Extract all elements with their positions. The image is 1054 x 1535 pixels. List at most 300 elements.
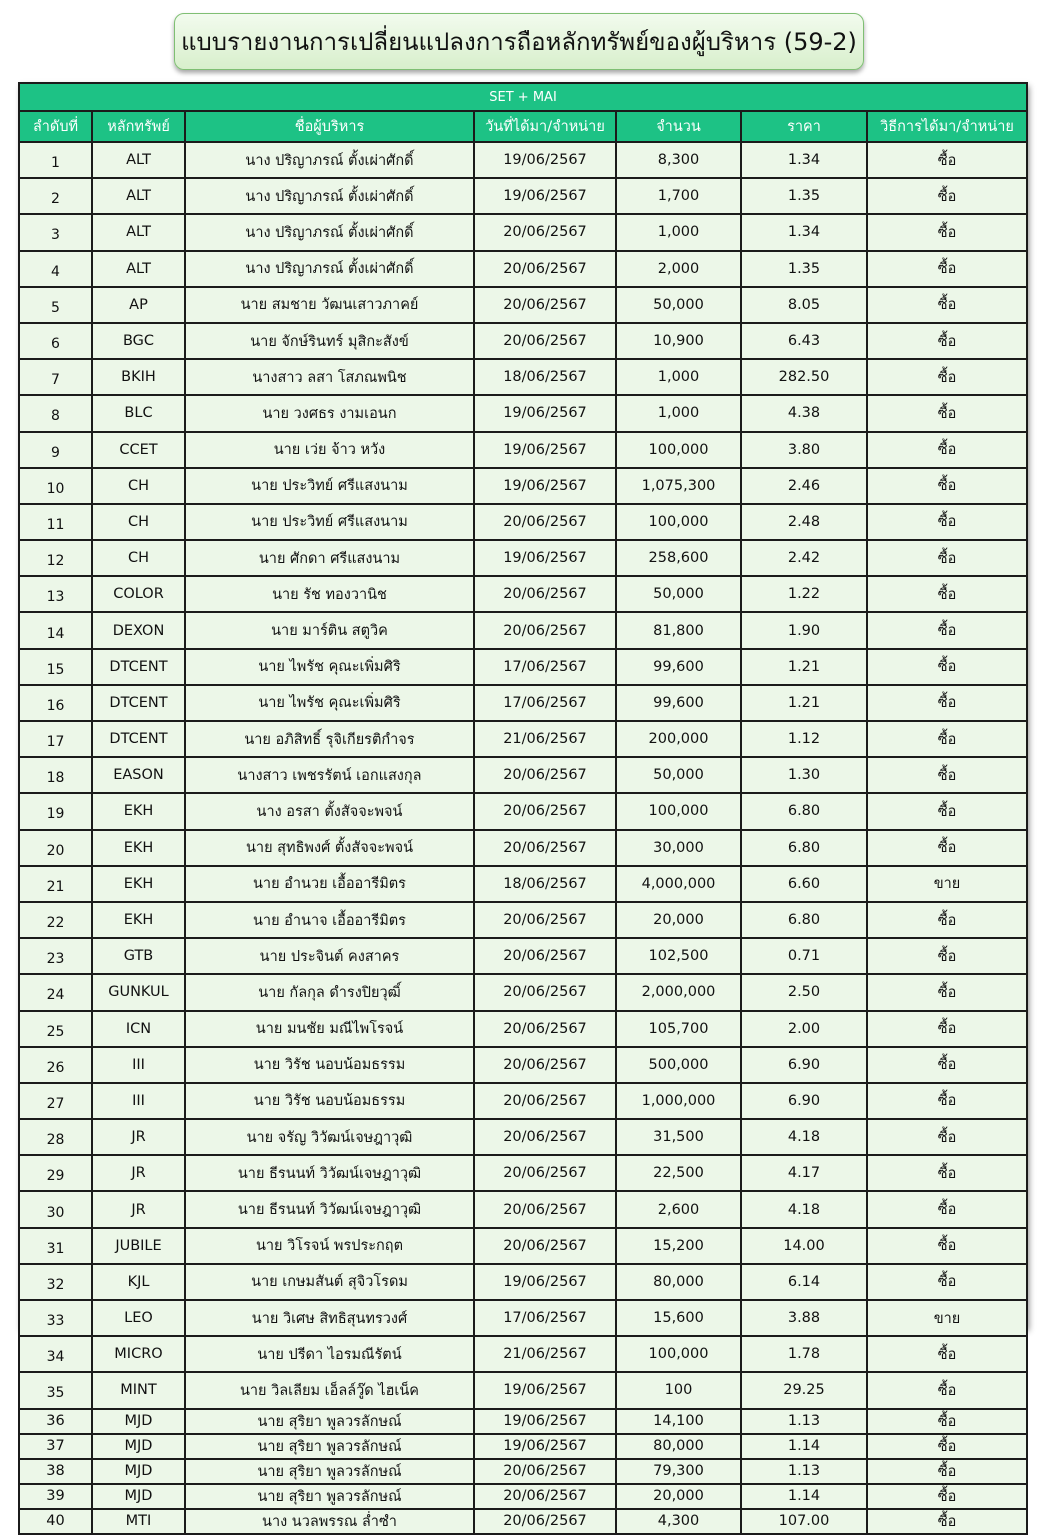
- row-sequence-cell: 31: [19, 1228, 92, 1264]
- row-sequence-cell: 12: [19, 540, 92, 576]
- row-security-cell: DEXON: [92, 612, 185, 648]
- row-volume-cell: 258,600: [616, 540, 741, 576]
- table-row: [19, 1372, 1027, 1408]
- row-security-cell: EKH: [92, 830, 185, 866]
- row-sequence-cell: 33: [19, 1300, 92, 1336]
- row-date-cell: 21/06/2567: [474, 1336, 616, 1372]
- row-executive-cell: นาย ศักดา ศรีแสงนาม: [185, 540, 474, 576]
- row-security-cell: GUNKUL: [92, 974, 185, 1010]
- row-volume-cell: 4,300: [616, 1509, 741, 1534]
- table-body: [19, 142, 1027, 1534]
- row-date-cell: 20/06/2567: [474, 1047, 616, 1083]
- table-row: [19, 1434, 1027, 1459]
- insider-trading-table: [18, 82, 1028, 1535]
- row-price-cell: 1.34: [741, 142, 867, 178]
- row-method-cell: ซื้อ: [867, 287, 1027, 323]
- row-method-cell: ซื้อ: [867, 1264, 1027, 1300]
- row-method-cell: ซื้อ: [867, 323, 1027, 359]
- row-price-cell: 6.14: [741, 1264, 867, 1300]
- row-security-cell: BLC: [92, 395, 185, 431]
- row-method-cell: ซื้อ: [867, 830, 1027, 866]
- row-security-cell: ALT: [92, 214, 185, 250]
- row-sequence-cell: 9: [19, 432, 92, 468]
- row-price-cell: 2.46: [741, 468, 867, 504]
- table-row: [19, 214, 1027, 250]
- table-row: [19, 1047, 1027, 1083]
- row-volume-cell: 2,000: [616, 251, 741, 287]
- row-price-cell: 2.42: [741, 540, 867, 576]
- row-executive-cell: นาย วิลเลียม เอ็ลล์วู๊ด ไฮเน็ค: [185, 1372, 474, 1408]
- row-price-cell: 6.90: [741, 1047, 867, 1083]
- row-date-cell: 17/06/2567: [474, 649, 616, 685]
- row-date-cell: 20/06/2567: [474, 1228, 616, 1264]
- row-price-cell: 1.21: [741, 685, 867, 721]
- row-method-cell: ซื้อ: [867, 540, 1027, 576]
- row-security-cell: GTB: [92, 938, 185, 974]
- header-transaction-date: วันที่ได้มา/จำหน่าย: [474, 111, 616, 142]
- row-volume-cell: 80,000: [616, 1434, 741, 1459]
- row-sequence-cell: 8: [19, 395, 92, 431]
- row-volume-cell: 1,700: [616, 178, 741, 214]
- row-sequence-cell: 29: [19, 1155, 92, 1191]
- row-volume-cell: 1,075,300: [616, 468, 741, 504]
- table-row: [19, 685, 1027, 721]
- table-row: [19, 359, 1027, 395]
- table-row: [19, 1191, 1027, 1227]
- row-price-cell: 6.90: [741, 1083, 867, 1119]
- row-method-cell: ซื้อ: [867, 1011, 1027, 1047]
- row-security-cell: MJD: [92, 1409, 185, 1434]
- row-method-cell: ซื้อ: [867, 974, 1027, 1010]
- header-price: ราคา: [741, 111, 867, 142]
- row-method-cell: ขาย: [867, 1300, 1027, 1336]
- row-method-cell: ซื้อ: [867, 1409, 1027, 1434]
- row-executive-cell: นาย วิเศษ สิทธิสุนทรวงศ์: [185, 1300, 474, 1336]
- row-sequence-cell: 1: [19, 142, 92, 178]
- row-executive-cell: นาย เว่ย จ้าว หวัง: [185, 432, 474, 468]
- row-volume-cell: 105,700: [616, 1011, 741, 1047]
- table-row: [19, 1264, 1027, 1300]
- row-executive-cell: นาง ปริญาภรณ์ ตั้งเผ่าศักดิ์: [185, 178, 474, 214]
- row-executive-cell: นาย ปรีดา ไอรมณีรัตน์: [185, 1336, 474, 1372]
- row-volume-cell: 4,000,000: [616, 866, 741, 902]
- row-price-cell: 6.80: [741, 830, 867, 866]
- row-method-cell: ซื้อ: [867, 468, 1027, 504]
- row-executive-cell: นาย สุทธิพงศ์ ตั้งสัจจะพจน์: [185, 830, 474, 866]
- row-sequence-cell: 5: [19, 287, 92, 323]
- row-date-cell: 19/06/2567: [474, 1409, 616, 1434]
- row-date-cell: 20/06/2567: [474, 504, 616, 540]
- row-executive-cell: นาย สุริยา พูลวรลักษณ์: [185, 1409, 474, 1434]
- row-method-cell: ซื้อ: [867, 142, 1027, 178]
- row-method-cell: ซื้อ: [867, 1434, 1027, 1459]
- row-price-cell: 1.13: [741, 1459, 867, 1484]
- row-executive-cell: นาย กัลกุล ดำรงปิยวุฒิ์: [185, 974, 474, 1010]
- row-price-cell: 2.50: [741, 974, 867, 1010]
- row-security-cell: JR: [92, 1119, 185, 1155]
- row-sequence-cell: 37: [19, 1434, 92, 1459]
- row-volume-cell: 31,500: [616, 1119, 741, 1155]
- row-executive-cell: นาย วิรัช นอบน้อมธรรม: [185, 1047, 474, 1083]
- row-volume-cell: 1,000: [616, 395, 741, 431]
- header-security: หลักทรัพย์: [92, 111, 185, 142]
- row-method-cell: ซื้อ: [867, 721, 1027, 757]
- row-volume-cell: 10,900: [616, 323, 741, 359]
- row-security-cell: EKH: [92, 902, 185, 938]
- table-row: [19, 1119, 1027, 1155]
- row-price-cell: 4.17: [741, 1155, 867, 1191]
- header-executive-name: ชื่อผู้บริหาร: [185, 111, 474, 142]
- row-date-cell: 20/06/2567: [474, 323, 616, 359]
- row-price-cell: 4.38: [741, 395, 867, 431]
- table-row: [19, 432, 1027, 468]
- row-price-cell: 1.90: [741, 612, 867, 648]
- row-executive-cell: นาย สุริยา พูลวรลักษณ์: [185, 1459, 474, 1484]
- row-method-cell: ซื้อ: [867, 757, 1027, 793]
- row-executive-cell: นาง ปริญาภรณ์ ตั้งเผ่าศักดิ์: [185, 251, 474, 287]
- row-executive-cell: นาย ประวิทย์ ศรีแสงนาม: [185, 468, 474, 504]
- table-row: [19, 323, 1027, 359]
- table-row: [19, 1300, 1027, 1336]
- row-executive-cell: นาย ธีรนนท์ วิวัฒน์เจษฎาวุฒิ: [185, 1155, 474, 1191]
- row-price-cell: 1.14: [741, 1434, 867, 1459]
- row-security-cell: III: [92, 1083, 185, 1119]
- row-volume-cell: 80,000: [616, 1264, 741, 1300]
- row-sequence-cell: 39: [19, 1484, 92, 1509]
- row-security-cell: MJD: [92, 1484, 185, 1509]
- row-price-cell: 107.00: [741, 1509, 867, 1534]
- row-volume-cell: 1,000,000: [616, 1083, 741, 1119]
- row-executive-cell: นาย ไพรัช คุณะเพิ่มศิริ: [185, 649, 474, 685]
- table-row: [19, 938, 1027, 974]
- table-row: [19, 178, 1027, 214]
- row-executive-cell: นาย อำนาจ เอื้ออารีมิตร: [185, 902, 474, 938]
- table-header-row: [19, 111, 1027, 142]
- header-volume: จำนวน: [616, 111, 741, 142]
- row-method-cell: ซื้อ: [867, 1509, 1027, 1534]
- row-volume-cell: 8,300: [616, 142, 741, 178]
- row-date-cell: 20/06/2567: [474, 757, 616, 793]
- row-volume-cell: 102,500: [616, 938, 741, 974]
- row-executive-cell: นาย วงศธร งามเอนก: [185, 395, 474, 431]
- row-security-cell: DTCENT: [92, 721, 185, 757]
- table-row: [19, 866, 1027, 902]
- row-volume-cell: 50,000: [616, 287, 741, 323]
- row-security-cell: CH: [92, 504, 185, 540]
- row-sequence-cell: 24: [19, 974, 92, 1010]
- row-security-cell: CCET: [92, 432, 185, 468]
- row-method-cell: ซื้อ: [867, 793, 1027, 829]
- row-date-cell: 19/06/2567: [474, 142, 616, 178]
- row-date-cell: 20/06/2567: [474, 1509, 616, 1534]
- row-security-cell: MJD: [92, 1459, 185, 1484]
- row-price-cell: 6.43: [741, 323, 867, 359]
- row-date-cell: 20/06/2567: [474, 576, 616, 612]
- row-executive-cell: นาย สมชาย วัฒนเสาวภาคย์: [185, 287, 474, 323]
- row-method-cell: ซื้อ: [867, 395, 1027, 431]
- table-row: [19, 1011, 1027, 1047]
- row-method-cell: ซื้อ: [867, 1459, 1027, 1484]
- row-method-cell: ซื้อ: [867, 1083, 1027, 1119]
- row-method-cell: ซื้อ: [867, 576, 1027, 612]
- row-executive-cell: นาย อภิสิทธิ์ รุจิเกียรติกำจร: [185, 721, 474, 757]
- row-date-cell: 20/06/2567: [474, 214, 616, 250]
- row-price-cell: 6.60: [741, 866, 867, 902]
- row-price-cell: 2.00: [741, 1011, 867, 1047]
- row-date-cell: 20/06/2567: [474, 830, 616, 866]
- row-date-cell: 19/06/2567: [474, 178, 616, 214]
- table-row: [19, 1484, 1027, 1509]
- row-date-cell: 20/06/2567: [474, 1484, 616, 1509]
- row-method-cell: ซื้อ: [867, 1047, 1027, 1083]
- row-price-cell: 29.25: [741, 1372, 867, 1408]
- table-row: [19, 793, 1027, 829]
- row-sequence-cell: 20: [19, 830, 92, 866]
- table-row: [19, 902, 1027, 938]
- row-sequence-cell: 4: [19, 251, 92, 287]
- table-row: [19, 287, 1027, 323]
- row-date-cell: 17/06/2567: [474, 1300, 616, 1336]
- row-volume-cell: 100,000: [616, 504, 741, 540]
- row-sequence-cell: 7: [19, 359, 92, 395]
- row-executive-cell: นาย เกษมสันต์ สุจิวโรดม: [185, 1264, 474, 1300]
- row-date-cell: 20/06/2567: [474, 287, 616, 323]
- row-volume-cell: 2,000,000: [616, 974, 741, 1010]
- row-date-cell: 19/06/2567: [474, 540, 616, 576]
- row-date-cell: 20/06/2567: [474, 1459, 616, 1484]
- table-row: [19, 612, 1027, 648]
- row-date-cell: 19/06/2567: [474, 1264, 616, 1300]
- row-price-cell: 282.50: [741, 359, 867, 395]
- row-security-cell: MTI: [92, 1509, 185, 1534]
- row-date-cell: 20/06/2567: [474, 1083, 616, 1119]
- row-security-cell: MICRO: [92, 1336, 185, 1372]
- row-executive-cell: นางสาว เพชรรัตน์ เอกแสงกุล: [185, 757, 474, 793]
- row-volume-cell: 14,100: [616, 1409, 741, 1434]
- row-sequence-cell: 25: [19, 1011, 92, 1047]
- row-executive-cell: นาง นวลพรรณ ล่ำซำ: [185, 1509, 474, 1534]
- table-row: [19, 1083, 1027, 1119]
- row-sequence-cell: 27: [19, 1083, 92, 1119]
- row-sequence-cell: 3: [19, 214, 92, 250]
- row-date-cell: 20/06/2567: [474, 1011, 616, 1047]
- row-date-cell: 19/06/2567: [474, 432, 616, 468]
- market-band-label: SET + MAI: [19, 83, 1027, 111]
- row-executive-cell: นาย วิโรจน์ พรประกฤต: [185, 1228, 474, 1264]
- table-band-row: [19, 83, 1027, 111]
- row-volume-cell: 22,500: [616, 1155, 741, 1191]
- row-method-cell: ซื้อ: [867, 612, 1027, 648]
- row-date-cell: 20/06/2567: [474, 1155, 616, 1191]
- report-title: แบบรายงานการเปลี่ยนแปลงการถือหลักทรัพย์ของผู้บริหาร (59-2): [174, 13, 864, 70]
- row-price-cell: 1.14: [741, 1484, 867, 1509]
- row-volume-cell: 100,000: [616, 432, 741, 468]
- table-row: [19, 1409, 1027, 1434]
- row-executive-cell: นาย สุริยา พูลวรลักษณ์: [185, 1484, 474, 1509]
- table-row: [19, 1459, 1027, 1484]
- row-price-cell: 3.88: [741, 1300, 867, 1336]
- row-method-cell: ซื้อ: [867, 1119, 1027, 1155]
- row-date-cell: 20/06/2567: [474, 612, 616, 648]
- row-price-cell: 3.80: [741, 432, 867, 468]
- row-method-cell: ซื้อ: [867, 1228, 1027, 1264]
- row-executive-cell: นาง อรสา ตั้งสัจจะพจน์: [185, 793, 474, 829]
- row-security-cell: ALT: [92, 142, 185, 178]
- table-row: [19, 395, 1027, 431]
- row-date-cell: 20/06/2567: [474, 793, 616, 829]
- row-date-cell: 20/06/2567: [474, 902, 616, 938]
- row-method-cell: ซื้อ: [867, 1191, 1027, 1227]
- table-row: [19, 1336, 1027, 1372]
- row-security-cell: MJD: [92, 1434, 185, 1459]
- row-date-cell: 19/06/2567: [474, 468, 616, 504]
- row-date-cell: 19/06/2567: [474, 1434, 616, 1459]
- row-security-cell: JUBILE: [92, 1228, 185, 1264]
- row-sequence-cell: 21: [19, 866, 92, 902]
- row-price-cell: 1.22: [741, 576, 867, 612]
- table-row: [19, 1228, 1027, 1264]
- row-security-cell: AP: [92, 287, 185, 323]
- row-security-cell: BKIH: [92, 359, 185, 395]
- row-executive-cell: นาย จักษ์รินทร์ มุสิกะสังข์: [185, 323, 474, 359]
- row-security-cell: III: [92, 1047, 185, 1083]
- row-method-cell: ซื้อ: [867, 1336, 1027, 1372]
- row-volume-cell: 99,600: [616, 685, 741, 721]
- row-date-cell: 19/06/2567: [474, 395, 616, 431]
- row-method-cell: ซื้อ: [867, 178, 1027, 214]
- row-executive-cell: นาง ปริญาภรณ์ ตั้งเผ่าศักดิ์: [185, 214, 474, 250]
- row-date-cell: 21/06/2567: [474, 721, 616, 757]
- row-sequence-cell: 15: [19, 649, 92, 685]
- row-sequence-cell: 13: [19, 576, 92, 612]
- row-method-cell: ซื้อ: [867, 902, 1027, 938]
- row-sequence-cell: 36: [19, 1409, 92, 1434]
- row-sequence-cell: 14: [19, 612, 92, 648]
- row-price-cell: 1.13: [741, 1409, 867, 1434]
- report-table-container: [18, 82, 1026, 1530]
- row-date-cell: 20/06/2567: [474, 1119, 616, 1155]
- row-price-cell: 2.48: [741, 504, 867, 540]
- row-sequence-cell: 40: [19, 1509, 92, 1534]
- row-date-cell: 20/06/2567: [474, 1191, 616, 1227]
- row-sequence-cell: 26: [19, 1047, 92, 1083]
- table-row: [19, 540, 1027, 576]
- row-method-cell: ซื้อ: [867, 251, 1027, 287]
- row-sequence-cell: 19: [19, 793, 92, 829]
- table-row: [19, 251, 1027, 287]
- row-security-cell: ALT: [92, 178, 185, 214]
- row-price-cell: 0.71: [741, 938, 867, 974]
- row-security-cell: ALT: [92, 251, 185, 287]
- table-row: [19, 468, 1027, 504]
- table-row: [19, 721, 1027, 757]
- row-security-cell: EKH: [92, 866, 185, 902]
- row-sequence-cell: 18: [19, 757, 92, 793]
- row-date-cell: 20/06/2567: [474, 251, 616, 287]
- row-security-cell: JR: [92, 1155, 185, 1191]
- row-security-cell: ICN: [92, 1011, 185, 1047]
- row-security-cell: MINT: [92, 1372, 185, 1408]
- row-volume-cell: 50,000: [616, 576, 741, 612]
- row-security-cell: LEO: [92, 1300, 185, 1336]
- table-row: [19, 974, 1027, 1010]
- row-volume-cell: 30,000: [616, 830, 741, 866]
- row-security-cell: EASON: [92, 757, 185, 793]
- row-method-cell: ซื้อ: [867, 359, 1027, 395]
- row-executive-cell: นางสาว ลสา โสภณพนิช: [185, 359, 474, 395]
- row-executive-cell: นาย ประจินต์ คงสาคร: [185, 938, 474, 974]
- row-method-cell: ซื้อ: [867, 1484, 1027, 1509]
- header-sequence: ลำดับที่: [19, 111, 92, 142]
- row-volume-cell: 1,000: [616, 359, 741, 395]
- row-executive-cell: นาย จรัญ วิวัฒน์เจษฎาวุฒิ: [185, 1119, 474, 1155]
- row-sequence-cell: 38: [19, 1459, 92, 1484]
- table-row: [19, 757, 1027, 793]
- row-volume-cell: 15,600: [616, 1300, 741, 1336]
- row-price-cell: 1.30: [741, 757, 867, 793]
- row-date-cell: 19/06/2567: [474, 1372, 616, 1408]
- row-security-cell: EKH: [92, 793, 185, 829]
- table-row: [19, 142, 1027, 178]
- row-method-cell: ซื้อ: [867, 685, 1027, 721]
- row-executive-cell: นาง ปริญาภรณ์ ตั้งเผ่าศักดิ์: [185, 142, 474, 178]
- row-volume-cell: 20,000: [616, 902, 741, 938]
- row-security-cell: DTCENT: [92, 685, 185, 721]
- row-price-cell: 1.21: [741, 649, 867, 685]
- row-sequence-cell: 16: [19, 685, 92, 721]
- row-volume-cell: 1,000: [616, 214, 741, 250]
- row-sequence-cell: 11: [19, 504, 92, 540]
- row-price-cell: 6.80: [741, 902, 867, 938]
- row-price-cell: 14.00: [741, 1228, 867, 1264]
- table-row: [19, 1155, 1027, 1191]
- row-date-cell: 20/06/2567: [474, 974, 616, 1010]
- row-executive-cell: นาย รัช ทองวานิช: [185, 576, 474, 612]
- row-security-cell: JR: [92, 1191, 185, 1227]
- row-volume-cell: 99,600: [616, 649, 741, 685]
- row-sequence-cell: 23: [19, 938, 92, 974]
- row-volume-cell: 200,000: [616, 721, 741, 757]
- row-price-cell: 1.34: [741, 214, 867, 250]
- row-executive-cell: นาย มนชัย มณีไพโรจน์: [185, 1011, 474, 1047]
- row-price-cell: 4.18: [741, 1119, 867, 1155]
- row-method-cell: ซื้อ: [867, 1155, 1027, 1191]
- row-price-cell: 1.78: [741, 1336, 867, 1372]
- row-volume-cell: 2,600: [616, 1191, 741, 1227]
- row-executive-cell: นาย วิรัช นอบน้อมธรรม: [185, 1083, 474, 1119]
- row-method-cell: ซื้อ: [867, 1372, 1027, 1408]
- row-date-cell: 18/06/2567: [474, 359, 616, 395]
- header-method: วิธีการได้มา/จำหน่าย: [867, 111, 1027, 142]
- row-sequence-cell: 30: [19, 1191, 92, 1227]
- row-date-cell: 20/06/2567: [474, 938, 616, 974]
- table-row: [19, 1509, 1027, 1534]
- row-price-cell: 1.35: [741, 178, 867, 214]
- row-executive-cell: นาย ประวิทย์ ศรีแสงนาม: [185, 504, 474, 540]
- row-method-cell: ซื้อ: [867, 214, 1027, 250]
- row-executive-cell: นาย ไพรัช คุณะเพิ่มศิริ: [185, 685, 474, 721]
- row-volume-cell: 20,000: [616, 1484, 741, 1509]
- row-sequence-cell: 2: [19, 178, 92, 214]
- row-sequence-cell: 6: [19, 323, 92, 359]
- row-executive-cell: นาย มาร์ติน สตูวิค: [185, 612, 474, 648]
- row-executive-cell: นาย อำนวย เอื้ออารีมิตร: [185, 866, 474, 902]
- row-sequence-cell: 34: [19, 1336, 92, 1372]
- row-volume-cell: 100,000: [616, 793, 741, 829]
- row-sequence-cell: 10: [19, 468, 92, 504]
- row-price-cell: 4.18: [741, 1191, 867, 1227]
- table-row: [19, 576, 1027, 612]
